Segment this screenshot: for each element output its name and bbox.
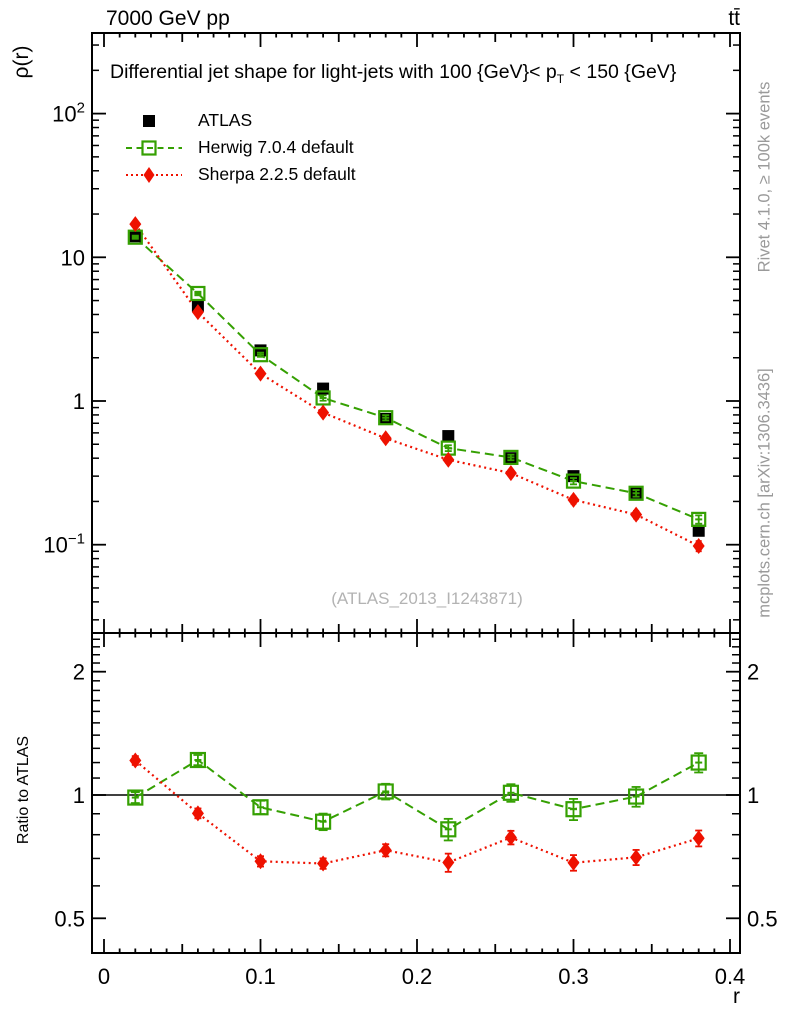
legend: [126, 107, 356, 188]
plot-title: [110, 61, 676, 86]
legend-item-atlas: [126, 107, 356, 134]
svg-text:0.3: 0.3: [558, 964, 589, 989]
legend-label: ATLAS: [198, 110, 253, 130]
legend-label: Herwig 7.0.4 default: [198, 137, 354, 157]
legend-label: Sherpa 2.2.5 default: [198, 164, 356, 184]
plot-title-text: Differential jet shape for light-jets with 100 {GeV}< p: [110, 61, 557, 83]
svg-text:1: 1: [747, 783, 760, 808]
svg-text:0.5: 0.5: [747, 906, 778, 932]
herwig-dashed-open-square-icon: [126, 138, 182, 158]
svg-text:0.2: 0.2: [401, 964, 433, 989]
svg-text:2: 2: [72, 659, 85, 685]
mcplots-arxiv-caption: mcplots.cern.ch [arXiv:1306.3436]: [755, 368, 774, 618]
ratio-axis-title: Ratio to ATLAS: [15, 735, 32, 845]
svg-text:10−1: $10^{-1}$: [43, 530, 85, 558]
svg-text:2: 2: [747, 659, 760, 685]
collision-energy-label: 7000 GeV pp: [106, 7, 230, 30]
svg-text:(ATLAS_2013_I1243871): (ATLAS_2013_I1243871): [331, 589, 523, 608]
svg-text:1: 1: [72, 389, 85, 414]
rivet-version-caption: Rivet 4.1.0, ≥ 100k events: [755, 81, 774, 273]
plot-title-subscript: T: [556, 71, 565, 86]
svg-text:102: $10^2$: [52, 99, 85, 127]
atlas-filled-square-icon: [126, 111, 182, 131]
svg-text:0: 0: [97, 964, 111, 989]
plot-title-suffix: < 150 {GeV}: [564, 61, 677, 83]
y-axis-title: ρ(r): [10, 45, 33, 79]
svg-text:10: 10: [60, 245, 85, 271]
sherpa-dotted-diamond-icon: [126, 165, 182, 185]
svg-text:0.5: 0.5: [54, 906, 85, 932]
svg-text:0.4: 0.4: [714, 964, 746, 989]
legend-item-herwig: [126, 134, 356, 161]
process-label: tt̄: [728, 7, 740, 30]
svg-text:0.1: 0.1: [245, 964, 276, 989]
svg-text:1: 1: [72, 783, 85, 808]
legend-item-sherpa: [126, 161, 356, 188]
x-axis-title: r: [733, 985, 740, 1008]
